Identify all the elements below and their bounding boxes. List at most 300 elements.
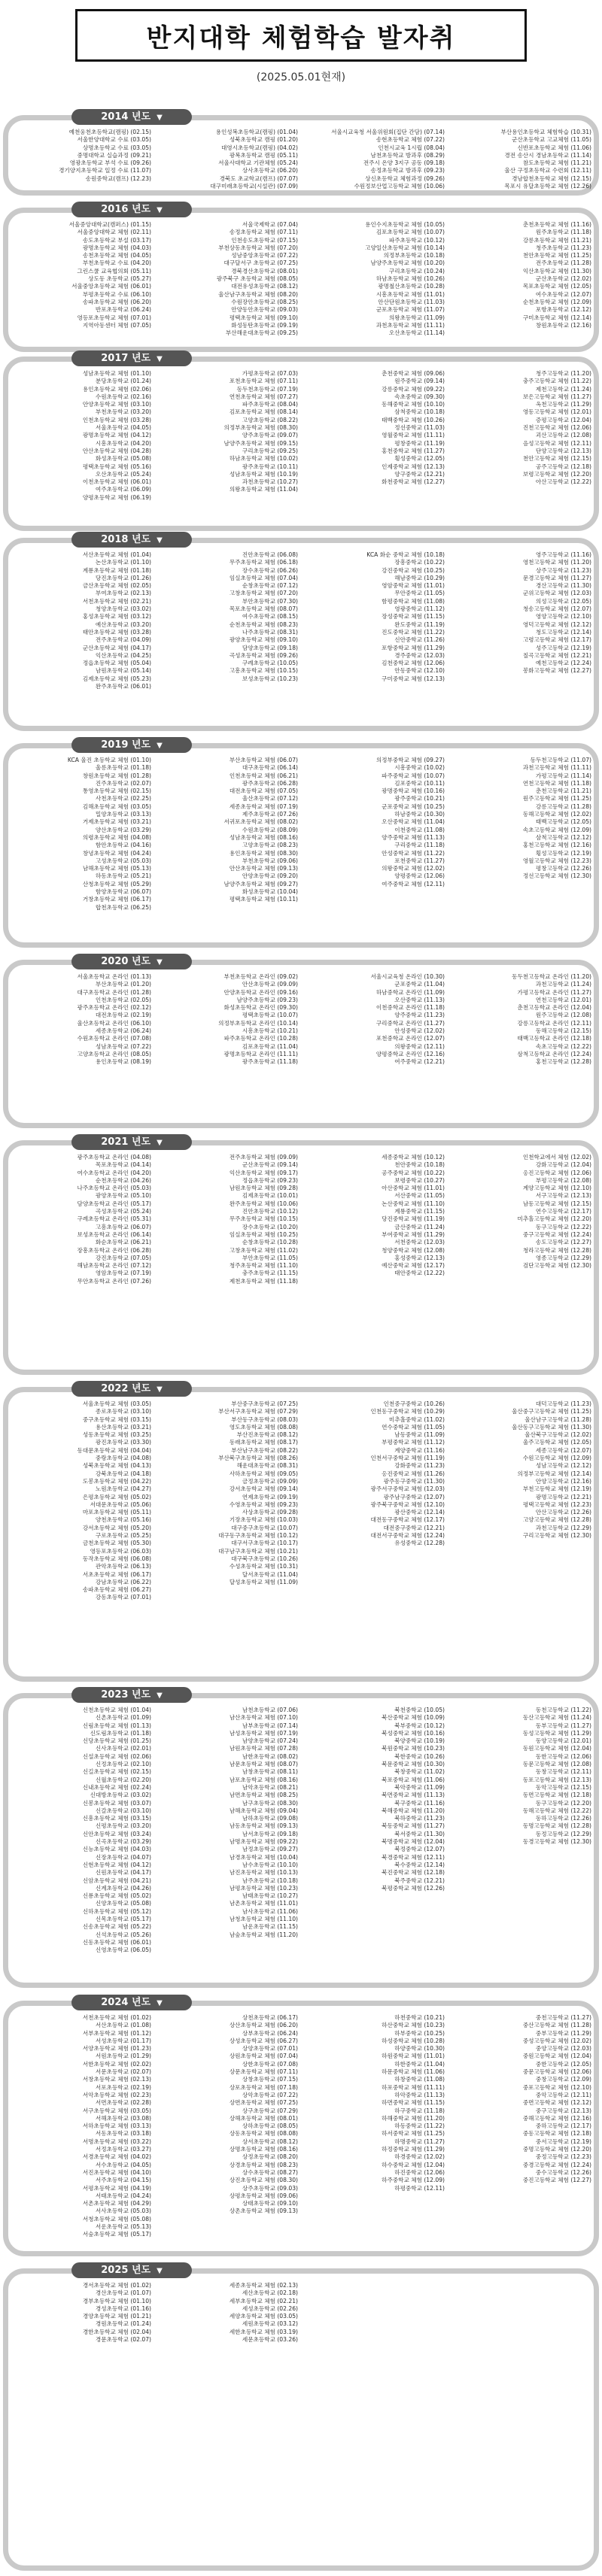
event-entry: 남해초등학교 체험 (05.13) (82, 865, 151, 872)
event-entry: 순천초등학교 (04.26) (95, 1176, 151, 1184)
event-entry: 세양초등학교 체험 (03.05) (229, 2313, 298, 2320)
event-entry: 목포시 유달초등학교 체험 (12.26) (504, 183, 591, 190)
event-entry: 수원장안초등학교 (08.25) (231, 298, 298, 305)
year-toggle[interactable] (71, 109, 192, 125)
event-column (11, 129, 151, 190)
event-entry: 상평초등학교 체험 (09.06) (229, 2192, 298, 2199)
event-entry: 중구초등학교 체험 (03.15) (82, 1415, 151, 1423)
event-entry: 서촌초등학교 체험 (04.29) (82, 2200, 151, 2207)
event-column (157, 757, 298, 942)
event-entry: 청주초등학교 체험 (11.10) (229, 1262, 298, 1270)
event-entry: 안산고등학교 (12.26) (535, 1509, 591, 1516)
event-entry: 노원초등학교 (04.27) (95, 1485, 151, 1493)
event-entry: 하동중학교 (11.22) (394, 2122, 445, 2130)
event-entry: 광주동구중학교 (11.30) (383, 1477, 445, 1485)
event-entry: 서진초등학교 체험 (04.10) (82, 2168, 151, 2176)
event-entry: 중부고등학교 (11.29) (535, 2029, 591, 2037)
event-entry: 파주초등학교 (08.04) (242, 401, 298, 408)
event-entry: 춘천초등학교 체험 (11.16) (522, 221, 591, 228)
event-entry: 의정부중학교 체험 (09.27) (375, 757, 445, 763)
event-entry: 도봉초등학교 체험 (04.22) (82, 1477, 151, 1485)
event-entry: 익산초등학교 체험 (11.30) (522, 267, 591, 275)
event-entry: 대구초등학교 (06.14) (242, 764, 298, 772)
event-entry: 해남중학교 (10.29) (394, 574, 445, 581)
event-entry: 속초고등학교 체험 (12.09) (522, 826, 591, 833)
event-entry: 하한중학교 (11.04) (394, 2060, 445, 2068)
event-entry: 제천고등학교 (11.24) (535, 385, 591, 393)
event-entry: 포천중학교 (11.27) (394, 857, 445, 864)
event-entry: 동성고등학교 체험 (11.29) (522, 1729, 591, 1737)
event-entry: 중서고등학교 (12.19) (535, 2138, 591, 2145)
event-entry: 양주중학교 (11.23) (394, 1012, 445, 1019)
event-entry: 동해고등학교 체험 (12.02) (522, 811, 591, 818)
event-entry: 창녕초등학교 체험 (04.24) (82, 849, 151, 857)
event-entry: 구례초등학교 (10.05) (242, 660, 298, 667)
event-entry: 계룡초등학교 체험 (01.18) (82, 566, 151, 574)
event-entry: 하해중학교 체험 (11.20) (382, 2114, 445, 2122)
event-entry: 광주초등학교 온라인 (02.12) (77, 1004, 151, 1012)
event-entry: 순창초등학교 (10.28) (242, 1239, 298, 1246)
event-entry: 북창중학교 (11.02) (394, 1768, 445, 1776)
event-entry: 광산중학교 (12.14) (394, 1509, 445, 1516)
event-entry: 남동초등학교 체험 (09.13) (229, 1822, 298, 1830)
event-entry: 북경중학교 체험 (12.11) (382, 1853, 445, 1861)
event-entry: 성주고등학교 (12.19) (535, 644, 591, 651)
event-entry: 하진중학교 (12.06) (394, 2168, 445, 2176)
event-entry: 구미중학교 체험 (12.13) (382, 675, 445, 682)
event-entry: 통영초등학교 체험 (02.15) (82, 787, 151, 795)
event-entry: 인천시교육 1시립 (08.04) (378, 144, 445, 151)
event-entry: 중랑초등학교 (04.08) (95, 1455, 151, 1462)
event-entry: 수원초등학교 (02.16) (95, 393, 151, 400)
event-entry: 문경고등학교 체험 (11.27) (522, 574, 591, 581)
caret-down-icon: ▼ (157, 2267, 163, 2275)
year-label: 2023 년도 (101, 1689, 151, 1701)
year-toggle[interactable] (71, 2262, 192, 2278)
event-entry: 서대문초등학교 (05.06) (90, 1500, 151, 1508)
event-entry: 상태초등학교 (09.10) (242, 2200, 298, 2207)
event-entry: 분당초등학교 (01.24) (95, 378, 151, 385)
event-entry: 성남초등학교 체험 (10.19) (229, 470, 298, 478)
event-columns (11, 2282, 591, 2565)
event-entry: 상경초등학교 체험 (08.23) (229, 2161, 298, 2168)
caret-down-icon: ▼ (157, 1385, 163, 1394)
event-entry: 시흥중학교 (10.02) (394, 764, 445, 772)
event-column (304, 370, 445, 525)
event-entry: 청주고등학교 (11.20) (535, 370, 591, 377)
event-entry: 인천송도초등학교 (07.15) (231, 236, 298, 244)
event-entry: 무안초등학교 온라인 (07.26) (77, 1277, 151, 1285)
event-entry: 상진초등학교 체험 (08.30) (229, 2177, 298, 2184)
event-entry: 부산해운대초등학교 (09.25) (225, 329, 298, 337)
event-entry: 신원초등학교 (04.17) (95, 1869, 151, 1877)
event-entry: 구례초등학교 온라인 (05.31) (77, 1215, 151, 1223)
event-entry: 서울초등학교 체험 (03.05) (82, 1400, 151, 1407)
event-entry: 상정초등학교 (08.20) (242, 2153, 298, 2161)
event-entry: 고흥초등학교 체험 (10.15) (229, 667, 298, 675)
event-entry: 대구달서구 초등학교 (07.25) (223, 259, 298, 267)
event-entry: 나주초등학교 온라인 (05.03) (77, 1185, 151, 1192)
event-entry: 신월초등학교 (02.20) (95, 1776, 151, 1783)
event-entry: 부산남구초등학교 (08.22) (231, 1446, 298, 1454)
event-entry: 남하초등학교 (09.08) (242, 1815, 298, 1822)
event-entry: 과천고등학교 체험 (11.11) (522, 764, 591, 772)
event-entry: 대전중구중학교 (12.21) (383, 1524, 445, 1531)
event-entry: 광명초등학교 체험 (04.12) (82, 432, 151, 439)
event-entry: 신평초등학교 (03.20) (95, 1822, 151, 1830)
event-column (451, 1400, 591, 1676)
event-entry: 하천중학교 (10.21) (394, 2014, 445, 2021)
event-entry: 보령고등학교 체험 (12.20) (522, 470, 591, 478)
event-entry: 대영시초등학교(캠핑) (04.02) (220, 144, 298, 151)
event-entry: 고양초등학교 (08.23) (242, 842, 298, 849)
event-entry: 유성중학교 (12.28) (394, 1540, 445, 1547)
event-entry: 양구중학교 (12.21) (394, 470, 445, 478)
event-entry: 곡성초등학교 체험 (09.26) (229, 651, 298, 659)
event-entry: 의왕초등학교 (11.09) (388, 314, 445, 321)
event-entry: 서평초등학교 체험 (04.19) (82, 2184, 151, 2192)
event-entry: 남한초등학교 (08.02) (242, 1752, 298, 1760)
event-column (451, 973, 591, 1122)
event-entry: 성북초등학교 캠핑 (01.20) (229, 136, 298, 144)
event-entry: 부여중학교 체험 (11.29) (382, 1230, 445, 1238)
event-entry: 서천초등학교 체험 (02.21) (82, 597, 151, 605)
event-entry: 고흥초등학교 (06.07) (95, 1223, 151, 1230)
event-entry: 송현초등학교 체험 (07.22) (375, 136, 445, 144)
event-entry: 성남초등학교 체험 (08.16) (229, 833, 298, 841)
event-entry: 세종초등학교 체험 (02.13) (229, 2282, 298, 2289)
event-entry: 경산초등학교 (01.07) (95, 2289, 151, 2297)
event-entry: 군포초등학교 체험 (11.07) (375, 306, 445, 314)
event-entry: 안산단원초등학교 (11.03) (378, 298, 445, 305)
event-entry: 대구북구초등학교 (10.26) (231, 1555, 298, 1562)
event-entry: 동두천고등학교 온라인 (11.20) (512, 973, 591, 980)
event-entry: 중구고등학교 체험 (12.24) (522, 1230, 591, 1238)
event-entry: 영천고등학교 체험 (11.20) (522, 559, 591, 566)
event-entry: 무안중학교 (11.05) (394, 590, 445, 597)
event-entry: 동해고등학교 체험 (12.22) (522, 1807, 591, 1814)
year-toggle[interactable] (71, 350, 192, 366)
event-entry: 홍성초등학교 체험 (03.12) (82, 613, 151, 620)
event-entry: 강화중학교 (11.23) (394, 1462, 445, 1470)
event-entry: 고양초등학교 (08.22) (242, 416, 298, 423)
year-toggle[interactable] (71, 1381, 192, 1397)
event-entry: 서부초등학교 체험 (01.12) (82, 2029, 151, 2037)
event-entry: 강진중학교 체험 (10.25) (382, 566, 445, 574)
event-entry: 충주초등학교 (11.15) (242, 1270, 298, 1277)
event-entry: 의정부고등학교 체험 (12.14) (517, 1470, 591, 1477)
event-entry: 중양고등학교 (12.03) (535, 2045, 591, 2053)
event-entry: 서포초등학교 (02.19) (95, 2083, 151, 2091)
year-label: 2017 년도 (101, 353, 151, 364)
event-entry: 종로초등학교 (03.10) (95, 1408, 151, 1415)
event-entry: 강릉초등학교 체험 (11.21) (522, 236, 591, 244)
year-section (0, 1134, 602, 1375)
event-entry: 남주초등학교 (10.18) (242, 1877, 298, 1884)
event-column (304, 757, 445, 942)
event-entry: 화성동탄초등학교 (09.19) (231, 321, 298, 329)
event-entry: 여수초등학교 온라인 (04.20) (77, 1169, 151, 1176)
event-entry: 북산중학교 체험 (10.09) (382, 1714, 445, 1722)
event-entry: 송천초등학교 체험 (04.05) (82, 252, 151, 259)
event-column (451, 757, 591, 942)
event-entry: 화성초등학교 (05.08) (95, 455, 151, 463)
event-entry: 광복초등학교 캠핑 (05.11) (229, 151, 298, 159)
event-column (304, 973, 445, 1122)
event-entry: 서해초등학교 (03.08) (95, 2114, 151, 2122)
event-entry: 강서초등학교 체험 (05.20) (82, 1524, 151, 1531)
event-entry: 아산중학교 체험 (11.01) (382, 1185, 445, 1192)
event-entry: 평택초등학교 체험 (10.11) (229, 896, 298, 903)
event-entry: 상원초등학교 체험 (07.04) (229, 2053, 298, 2060)
event-entry: 신목초등학교 (05.17) (95, 1916, 151, 1923)
year-toggle[interactable] (71, 737, 192, 753)
event-entry: 화성초등학교 (10.04) (242, 888, 298, 896)
event-column (157, 1400, 298, 1676)
event-entry: 중성고등학교 체험 (12.02) (522, 2037, 591, 2044)
event-entry: 수원정보산업고등학교 체험 (10.06) (354, 183, 445, 190)
event-entry: 서귀포초등학교 체험 (08.02) (223, 818, 298, 826)
event-entry: 나주초등학교 (08.31) (242, 628, 298, 636)
event-entry: 중면고등학교 체험 (12.12) (522, 2099, 591, 2107)
event-column (304, 1707, 445, 1982)
event-entry: 여주중학교 (12.21) (394, 1058, 445, 1066)
event-entry: 구로초등학교 (05.25) (95, 1532, 151, 1540)
event-entry: 대전초등학교 체험 (07.05) (229, 787, 298, 795)
event-entry: 서숲초등학교 체험 (05.17) (82, 2231, 151, 2238)
event-entry: 서정초등학교 (03.27) (95, 2146, 151, 2153)
event-column (304, 2014, 445, 2250)
year-section (0, 1381, 602, 1682)
event-columns (11, 1154, 591, 1369)
event-entry: 서천초등학교 체험 (01.02) (82, 2014, 151, 2021)
event-entry: 순천초등학교 체험 (12.09) (522, 298, 591, 305)
event-entry: 군산초등학교 고교체험 (11.05) (512, 136, 591, 144)
event-column (11, 370, 151, 525)
event-entry: 금산중학교 (11.24) (394, 1223, 445, 1230)
event-entry: 북해중학교 체험 (11.20) (382, 1807, 445, 1814)
event-entry: 상서초등학교 (08.12) (242, 2138, 298, 2145)
event-column (11, 1707, 151, 1982)
event-entry: 세한초등학교 체험 (03.19) (229, 2328, 298, 2335)
event-entry: 북명중학교 체험 (12.04) (382, 1838, 445, 1846)
event-entry: 광진초등학교 (03.30) (95, 1439, 151, 1446)
event-entry: 보은고등학교 체험 (11.27) (522, 393, 591, 400)
event-entry: 북문중학교 체험 (10.30) (382, 1761, 445, 1768)
event-entry: 의왕중학교 체험 (12.02) (382, 865, 445, 872)
event-entry: 광양초등학교 체험 (09.10) (229, 636, 298, 644)
event-column (11, 551, 151, 725)
event-entry: 상악초등학교 (07.22) (242, 2091, 298, 2098)
event-column (304, 1154, 445, 1369)
event-entry: 서수초등학교 (04.05) (95, 2161, 151, 2168)
event-entry: 부산진초등학교 (08.12) (236, 1431, 298, 1439)
event-column (157, 1154, 298, 1369)
event-entry: 하구중학교 (11.18) (394, 2107, 445, 2114)
event-entry: 상신초등학교 체험과정 (09.26) (365, 174, 445, 182)
caret-down-icon: ▼ (157, 114, 163, 122)
year-toggle[interactable] (71, 532, 192, 548)
event-entry: 광명고등학교 (12.21) (535, 1493, 591, 1500)
event-entry: 동경고등학교 체험 (12.30) (522, 1838, 591, 1846)
event-entry: 강릉고등학교 (11.28) (535, 803, 591, 810)
event-entry: 용인성복초등학교(캠핑) (01.04) (215, 129, 298, 135)
year-toggle[interactable] (71, 1995, 192, 2010)
event-entry: 동악고등학교 (12.15) (535, 1783, 591, 1791)
event-entry: 칠곡고등학교 체험 (12.21) (522, 651, 591, 659)
event-entry: 전주시 온양 3지구 공동 (09.18) (363, 159, 445, 167)
event-entry: 여주초등학교 (06.09) (95, 486, 151, 493)
event-entry: 이천초등학교 체험 (06.01) (82, 478, 151, 486)
event-entry: 서구고등학교 (12.13) (535, 1192, 591, 1200)
event-entry: 동포고등학교 체험 (12.13) (522, 1776, 591, 1783)
event-entry: 연수고등학교 (12.17) (535, 1208, 591, 1215)
event-entry: 원주고등학교 (12.08) (535, 1012, 591, 1019)
event-entry: 경산고등학교 (11.30) (535, 582, 591, 590)
event-entry: 경전 송산시 경남초등학교 (11.14) (504, 151, 591, 159)
event-entry: 포천초등학교 체험 (07.11) (229, 378, 298, 385)
event-entry: 인천동구중학교 체험 (10.29) (370, 1408, 445, 1415)
event-entry: 인천학교에서 체험 (12.02) (522, 1154, 591, 1161)
event-entry: 인천서구중학교 체험 (11.19) (370, 1455, 445, 1462)
event-entry: 원주초등학교 (11.18) (535, 229, 591, 236)
event-entry: 대구중구초등학교 (10.07) (231, 1524, 298, 1531)
event-column (157, 551, 298, 725)
event-entry: 서초초등학교 체험 (06.17) (82, 1570, 151, 1578)
event-entry: 북포중학교 체험 (11.06) (382, 1776, 445, 1783)
event-entry: 신안중학교 (11.26) (394, 636, 445, 644)
event-column (11, 973, 151, 1122)
event-entry: 함안초등학교 (04.16) (95, 842, 151, 849)
event-entry: 의정부초등학교 온라인 (10.14) (218, 1019, 298, 1027)
event-entry: 연천고등학교 (12.01) (535, 996, 591, 1003)
event-entry: 대구서구초등학교 (10.17) (231, 1540, 298, 1547)
event-entry: 상촌초등학교 체험 (09.13) (229, 2207, 298, 2215)
event-entry: 삼척고등학교 온라인 (12.24) (517, 1050, 591, 1057)
event-entry: 완도중학교 (11.19) (394, 620, 445, 628)
event-entry: 목포초등학교 체험 (12.05) (522, 283, 591, 290)
event-columns (11, 757, 591, 942)
event-entry: 정읍초등학교 체험 (05.04) (82, 660, 151, 667)
event-entry: 의성고등학교 (12.05) (535, 597, 591, 605)
event-entry: 서울시교육청 온라인 (10.30) (370, 973, 445, 980)
event-entry: 서하초등학교 체험 (03.13) (82, 2122, 151, 2130)
event-entry: 울주고등학교 체험 (12.05) (522, 1439, 591, 1446)
event-entry: 용인초등학교 체험 (02.06) (82, 385, 151, 393)
event-entry: 영종고등학교 (12.29) (535, 1254, 591, 1261)
event-entry: 동해고등학교 (12.15) (535, 1027, 591, 1035)
event-column (451, 221, 591, 346)
event-entry: 김해초등학교 체험 (03.05) (82, 803, 151, 810)
event-columns (11, 1400, 591, 1676)
event-entry: 완주초등학교 (06.01) (95, 683, 151, 690)
event-entry: 북하중학교 (11.23) (394, 1815, 445, 1822)
event-entry: 전주초등학교 (04.09) (95, 636, 151, 644)
event-entry: 곡성초등학교 (05.24) (95, 1208, 151, 1215)
event-entry: 홍성중학교 (12.13) (394, 1254, 445, 1261)
event-entry: 동대문초등학교 체험 (04.04) (77, 1446, 151, 1454)
event-entry: 거창초등학교 체험 (06.17) (82, 896, 151, 903)
event-entry: 이천중학교 온라인 (11.18) (375, 1004, 445, 1012)
event-entry: 하동초등학교 (05.21) (95, 872, 151, 880)
event-entry: 광양초등학교 (05.10) (95, 1192, 151, 1200)
event-entry: 안양초등학교 체험 (03.10) (82, 401, 151, 408)
event-entry: 마포초등학교 체험 (05.11) (82, 1509, 151, 1516)
event-entry: 그린스쿨 교육협의회 (05.11) (77, 267, 151, 275)
event-entry: 하경중학교 (12.02) (394, 2153, 445, 2161)
event-entry: 군위고등학교 체험 (12.03) (522, 590, 591, 597)
event-entry: 양주중학교 체험 (11.13) (382, 833, 445, 841)
year-section (0, 1995, 602, 2256)
event-entry: 참도초등학교 체험 (11.21) (522, 159, 591, 167)
event-entry: 하정중학교 체험 (11.29) (382, 2146, 445, 2153)
event-entry: 임실초등학교 체험 (07.04) (229, 574, 298, 581)
title-box (75, 9, 527, 62)
year-toggle[interactable] (71, 1687, 192, 1703)
event-entry: 무주초등학교 체험 (10.15) (229, 1215, 298, 1223)
event-entry: 제천초등학교 체험 (11.18) (229, 1277, 298, 1285)
event-column (304, 1400, 445, 1676)
event-entry: 장성중학교 체험 (11.15) (382, 613, 445, 620)
event-entry: 영암초등학교 (07.19) (95, 1270, 151, 1277)
event-entry: 기장초등학교 체험 (10.03) (229, 1516, 298, 1524)
event-entry: 광명초등학교 온라인 (11.11) (223, 1050, 298, 1057)
event-entry: 담양초등학교 (09.18) (242, 644, 298, 651)
event-entry: 김포초등학교 (11.04) (242, 1042, 298, 1050)
event-entry: 세문초등학교 (03.26) (242, 2336, 298, 2344)
event-entry: 세성초등학교 (02.26) (242, 2304, 298, 2312)
event-entry: 부천초등학교 (03.20) (95, 408, 151, 416)
event-entry: 창원초등학교 체험 (01.28) (82, 772, 151, 779)
event-entry: 신길초등학교 체험 (02.15) (82, 1768, 151, 1776)
year-toggle[interactable] (71, 1134, 192, 1150)
year-toggle[interactable] (71, 202, 192, 217)
event-entry: 연천초등학교 체험 (07.27) (229, 393, 298, 400)
event-entry: 공주중학교 체험 (10.22) (382, 1169, 445, 1176)
event-entry: 논산중학교 체험 (11.10) (382, 1200, 445, 1207)
event-entry: 상주고등학교 (11.23) (535, 566, 591, 574)
event-entry: 장흥중학교 (10.22) (394, 559, 445, 566)
event-entry: 광명초등학교 체험 (04.03) (82, 244, 151, 251)
event-entry: 서사초등학교 (05.03) (95, 2207, 151, 2215)
event-entry: 가평고등학교 (11.14) (535, 772, 591, 779)
event-entry: 동정고등학교 (12.29) (535, 1830, 591, 1837)
event-entry: 용산초등학교 (03.21) (95, 1423, 151, 1431)
event-entry: 동문고등학교 체험 (12.08) (522, 1761, 591, 1768)
event-entry: 서울사대학교 기관체험 (05.24) (218, 159, 298, 167)
event-entry: 군산초등학교 (12.02) (535, 275, 591, 283)
event-entry: 세종고등학교 (12.07) (535, 1446, 591, 1454)
event-entry: 동작초등학교 체험 (06.08) (82, 1555, 151, 1562)
event-entry: 상포초등학교 체험 (07.18) (229, 2083, 298, 2091)
event-column (157, 370, 298, 525)
caret-down-icon: ▼ (157, 355, 163, 363)
event-entry: 수원초등학교 온라인 (07.08) (77, 1035, 151, 1042)
event-entry: 은평초등학교 체험 (05.02) (82, 1493, 151, 1500)
event-entry: 신하초등학교 체험 (05.12) (82, 1907, 151, 1915)
event-entry: 서원초등학교 (01.29) (95, 2053, 151, 2060)
event-entry: 성북초등학교 체험 (04.13) (82, 1462, 151, 1470)
event-entry: 동래초등학교 체험 (08.17) (229, 1439, 298, 1446)
event-entry: 파주초등학교 온라인 (10.28) (223, 1035, 298, 1042)
event-entry: 동산고등학교 체험 (11.24) (522, 1714, 591, 1722)
event-column (11, 757, 151, 942)
year-toggle[interactable] (71, 954, 192, 969)
event-entry: 양천초등학교 (05.16) (95, 1516, 151, 1524)
event-entry: 진도중학교 체험 (11.22) (382, 628, 445, 636)
event-entry: 남양주초등학교 체험 (10.20) (370, 259, 445, 267)
event-entry: 북평중학교 체험 (12.26) (382, 1884, 445, 1892)
